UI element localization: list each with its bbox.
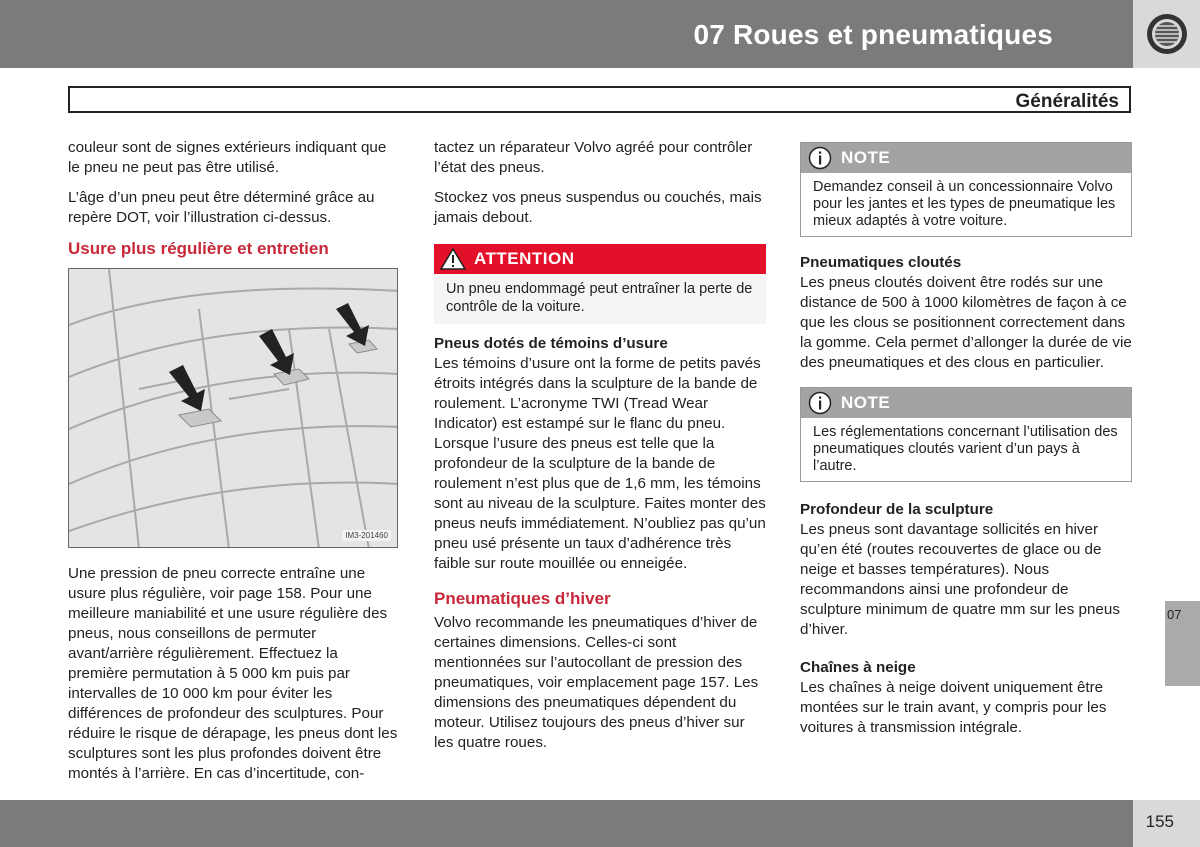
heading-chaines: Chaînes à neige <box>800 659 916 676</box>
warning-text: Un pneu endommagé peut entraîner la perte de contrôle de la voiture. <box>446 281 753 315</box>
paragraph: Volvo recommande les pneumatiques d’hiver de certaines dimensions. Celles-ci sont mentionnées sur l’autocollant de pression des pneumatiques, voir emplacement page 157. Les dimensions des pneumatiques dépendent du moteur. Utilisez toujours des pneus d’hiver sur les quatre roues. <box>434 614 759 751</box>
warning-box <box>434 244 766 324</box>
paragraph: Les chaînes à neige doivent uniquement être montées sur le train avant, y compris pour les voitures à transmission intégrale. <box>800 679 1107 736</box>
paragraph: Les témoins d’usure ont la forme de petits pavés étroits intégrés dans la sculpture de la bande de roulement. L’acronyme TWI (Tread Wear Indicator) est estampé sur le flanc du pneu. Lorsque l’usure des pneus est telle que la profondeur de la sculpture de la bande de roulement n’est plus que de 1,6 mm, les témoins sont au niveau de la sculpture. Faites monter des pneus neufs immédiatement. N’oubliez pas qu’un pneu usé présente un taux d’adhérence très faible sur route mouillée ou enneigée. <box>434 355 766 572</box>
info-icon <box>807 391 833 415</box>
section-title: Généralités <box>1015 91 1119 112</box>
footer-bar <box>0 800 1133 847</box>
chapter-icon-box <box>1133 0 1200 68</box>
paragraph: tactez un réparateur Volvo agréé pour contrôler l’état des pneus. <box>434 139 753 176</box>
heading-cloutes: Pneumatiques cloutés <box>800 254 962 271</box>
note-box <box>800 387 1132 482</box>
paragraph: Une pression de pneu correcte entraîne une usure plus régulière, voir page 158. Pour une meilleure maniabilité et une usure régulière des pneus, nous conseillons de permuter avant/arrière régulièrement. Effectuez la première permutation à 5 000 km puis par intervalles de 10 000 km pour éviter les différences de profondeur des sculptures. Pour réduire le risque de dérapage, les pneus dont les sculptures sont les plus profondes doivent être montés à l’arrière. En cas d’incertitude, con- <box>68 565 398 782</box>
wheel-tire-icon <box>1145 12 1189 56</box>
chapter-tab-label: 07 <box>1167 607 1182 622</box>
heading-profondeur: Profondeur de la sculpture <box>800 501 994 518</box>
column-1 <box>68 138 398 784</box>
note-label: NOTE <box>841 148 891 167</box>
note-box <box>800 142 1132 237</box>
paragraph: L’âge d’un pneu peut être déterminé grâce au repère DOT, voir l’illustration ci-dessus. <box>68 189 375 226</box>
note-text: Demandez conseil à un concessionnaire Volvo pour les jantes et les types de pneumatique les mieux adaptés à votre voiture. <box>813 179 1116 229</box>
warning-header <box>434 244 766 274</box>
page-number: 155 <box>1145 812 1174 831</box>
paragraph: Les pneus sont davantage sollicités en hiver qu’en été (routes recouvertes de glace ou de neige et basses températures). Nous recommandons ainsi une profondeur de sculpture minimum de quatre mm sur les pneus d’hiver. <box>800 521 1120 638</box>
section-header <box>68 86 1131 113</box>
column-2 <box>434 138 766 753</box>
info-icon <box>807 146 833 170</box>
warning-label: ATTENTION <box>474 249 575 268</box>
figure-code: IM3-201460 <box>342 530 391 541</box>
paragraph: Les pneus cloutés doivent être rodés sur une distance de 500 à 1000 kilomètres de façon à ce que les clous se positionnent correctement dans la gomme. Cela permet d’allonger la durée de vie des pneumatiques et des clous en particulier. <box>800 274 1132 371</box>
chapter-title: 07 Roues et pneumatiques <box>693 19 1053 50</box>
heading-usure: Usure plus régulière et entretien <box>68 239 329 258</box>
paragraph: Stockez vos pneus suspendus ou couchés, mais jamais debout. <box>434 189 762 226</box>
page-number-box <box>1133 800 1200 847</box>
paragraph: couleur sont de signes extérieurs indiquant que le pneu ne peut pas être utilisé. <box>68 139 387 176</box>
tire-tread-illustration <box>69 269 398 548</box>
note-label: NOTE <box>841 393 891 412</box>
chapter-side-tab <box>1165 601 1200 686</box>
note-header <box>801 388 1131 418</box>
heading-hiver: Pneumatiques d’hiver <box>434 589 611 608</box>
tread-wear-indicator-figure <box>68 268 398 548</box>
header-bar <box>0 0 1133 68</box>
note-text: Les réglementations concernant l’utilisation des pneumatiques cloutés varient d’un pays à l’autre. <box>813 424 1118 474</box>
note-header <box>801 143 1131 173</box>
warning-triangle-icon <box>440 248 466 270</box>
column-3 <box>800 142 1132 738</box>
heading-temoins: Pneus dotés de témoins d’usure <box>434 335 668 352</box>
